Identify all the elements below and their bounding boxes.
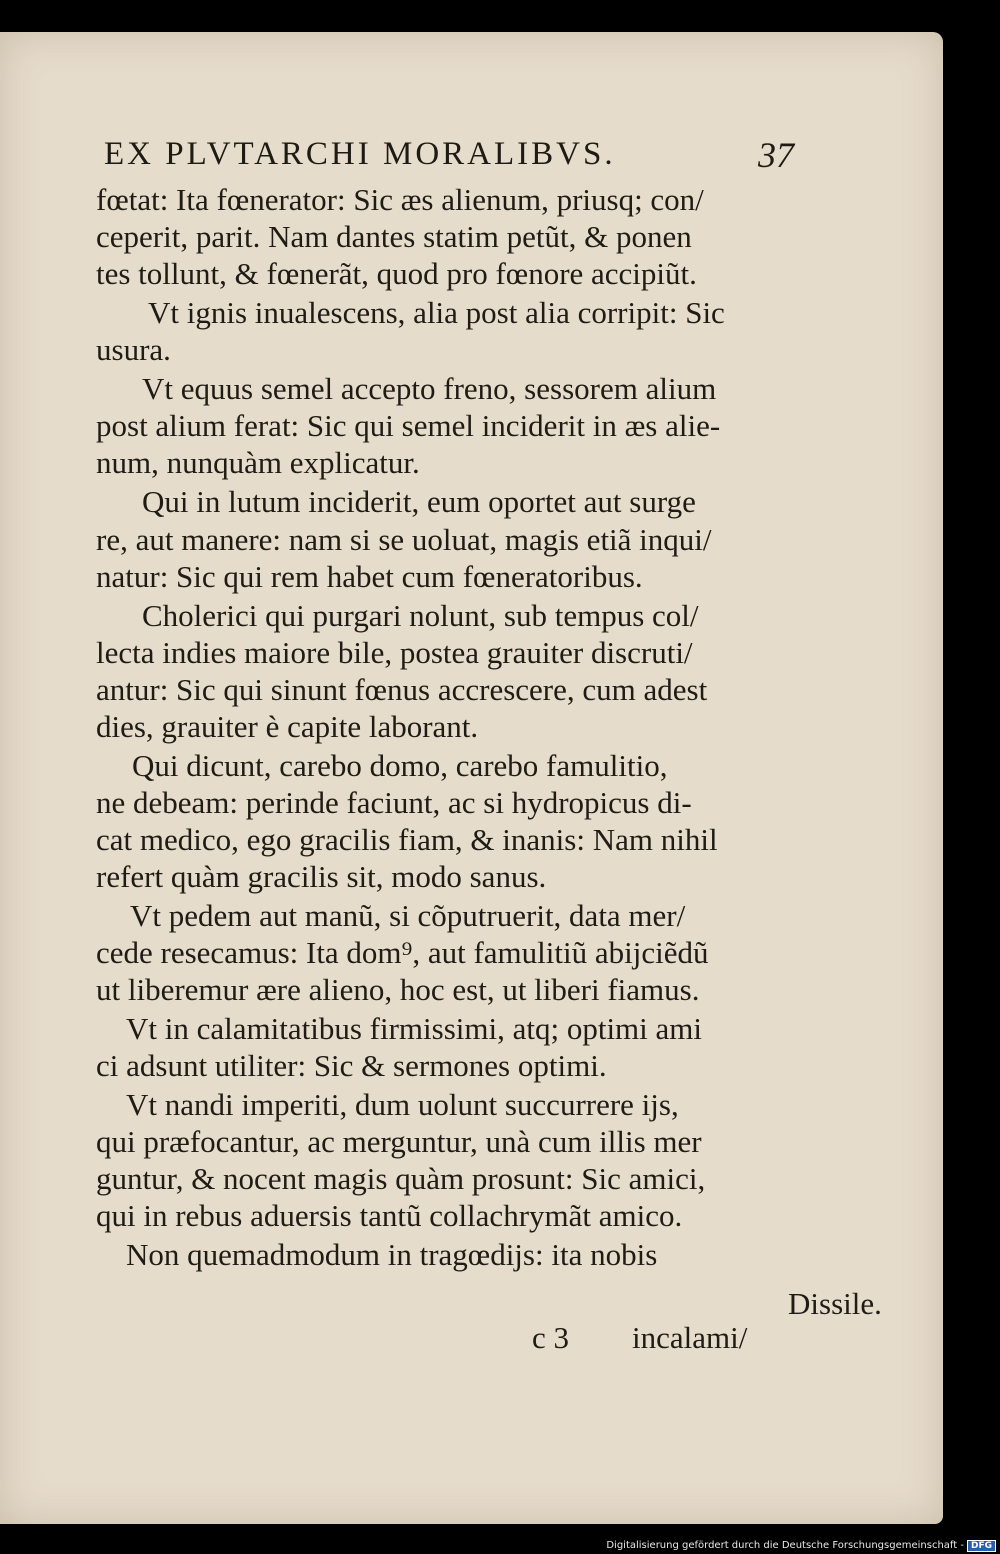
text-line: Qui in lutum inciderit, eum oportet aut surge [142, 484, 696, 519]
page-footer [0, 1320, 800, 1360]
text-line: qui præfocantur, ac merguntur, unà cum illis mer [96, 1124, 702, 1159]
page-header [104, 136, 794, 180]
text-line: Vt equus semel accepto freno, sessorem alium [142, 371, 717, 406]
marginal-note: Dissile. [788, 1286, 882, 1321]
text-line: post alium ferat: Sic qui semel inciderit in æs alie- [96, 408, 721, 443]
text-line: dies, grauiter è capite laborant. [96, 709, 479, 744]
text-line: tes tollunt, & fœnerãt, quod pro fœnore accipiũt. [96, 256, 697, 291]
text-line: Vt nandi imperiti, dum uolunt succurrere ijs, [126, 1087, 679, 1122]
text-line: refert quàm gracilis sit, modo sanus. [96, 859, 547, 894]
text-line: re, aut manere: nam si se uoluat, magis etiã inqui/ [96, 522, 712, 557]
book-page [0, 32, 943, 1524]
text-line: qui in rebus aduersis tantũ collachrymãt amico. [96, 1198, 683, 1233]
text-line: Vt pedem aut manũ, si cõputruerit, data mer/ [130, 898, 686, 933]
signature-mark: c 3 [532, 1320, 570, 1355]
text-line: num, nunquàm explicatur. [96, 445, 420, 480]
text-line: Vt in calamitatibus firmissimi, atq; optimi ami [126, 1011, 703, 1046]
folio-number: 37 [758, 135, 794, 175]
text-line: cede resecamus: Ita dom⁹, aut famulitiũ abijciẽdũ [96, 935, 709, 970]
text-line: natur: Sic qui rem habet cum fœneratoribus. [96, 559, 643, 594]
text-line: usura. [96, 332, 171, 367]
text-line: fœtat: Ita fœnerator: Sic æs alienum, priusq; con/ [96, 182, 704, 217]
text-line: ceperit, parit. Nam dantes statim petũt, & ponen [96, 219, 692, 254]
text-line: ut liberemur ære alieno, hoc est, ut liberi fiamus. [96, 972, 700, 1007]
text-line: antur: Sic qui sinunt fœnus accrescere, cum adest [96, 672, 708, 707]
dfg-logo-icon: DFG [967, 1540, 996, 1552]
credit-text: Digitalisierung gefördert durch die Deutsche Forschungsgemeinschaft - [606, 1540, 964, 1551]
text-line: Qui dicunt, carebo domo, carebo famulitio, [132, 748, 668, 783]
text-line: Cholerici qui purgari nolunt, sub tempus col/ [142, 598, 699, 633]
text-line: ne debeam: perinde faciunt, ac si hydropicus di- [96, 785, 692, 820]
text-line: lecta indies maiore bile, postea grauiter discruti/ [96, 635, 693, 670]
text-line: guntur, & nocent magis quàm prosunt: Sic amici, [96, 1161, 706, 1196]
catchword: incalami/ [632, 1320, 748, 1355]
digitization-credit [606, 1540, 996, 1552]
text-line: Vt ignis inualescens, alia post alia corripit: Sic [148, 295, 725, 330]
text-line: ci adsunt utiliter: Sic & sermones optimi. [96, 1048, 607, 1083]
text-line: Non quemadmodum in tragœdijs: ita nobis [126, 1237, 658, 1272]
running-title: EX PLVTARCHI MORALIBVS. [104, 136, 616, 172]
text-line: cat medico, ego gracilis fiam, & inanis: Nam nihil [96, 822, 718, 857]
